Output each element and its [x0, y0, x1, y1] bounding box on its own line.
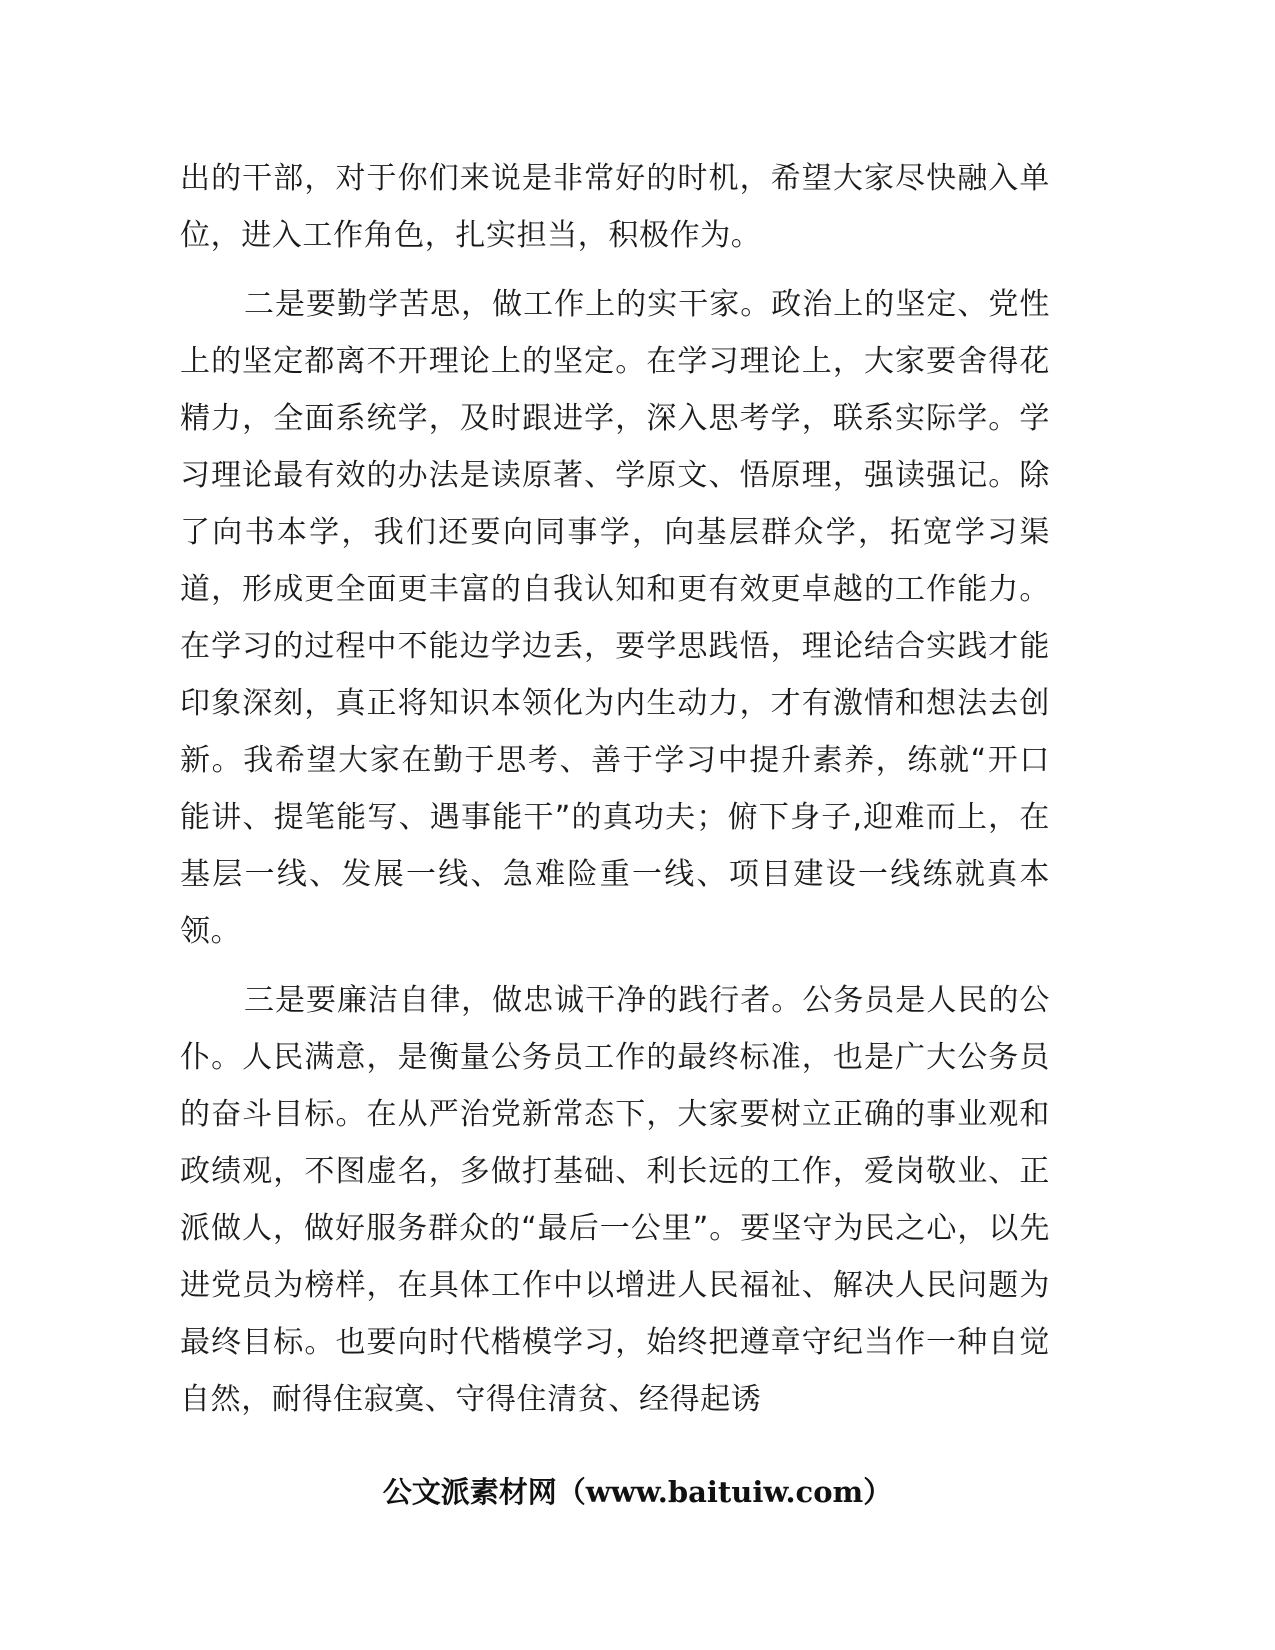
footer-watermark: 公文派素材网（www.baituiw.com） [382, 1475, 893, 1509]
paragraph-integrity: 三是要廉洁自律，做忠诚干净的践行者。公务员是人民的公仆。人民满意，是衡量公务员工作的最终标准，也是广大公务员的奋斗目标。在从严治党新常态下，大家要树立正确的事业观和政绩观，不图虚名，多做打基础、利长远的工作，爱岗敬业、正派做人，做好服务群众的“最后一公里”。要坚守为民之心，以先进党员为榜样，在具体工作中以增进人民福祉、解决人民问题为最终目标。也要向时代楷模学习，始终把遵章守纪当作一种自觉自然，耐得住寂寞、守得住清贫、经得起诱 [180, 983, 1050, 1417]
paragraph-continuation: 出的干部，对于你们来说是非常好的时机，希望大家尽快融入单位，进入工作角色，扎实担当，积极作为。 [180, 161, 1050, 253]
paragraph-diligent-study: 二是要勤学苦思，做工作上的实干家。政治上的坚定、党性上的坚定都离不开理论上的坚定。在学习理论上，大家要舍得花精力，全面系统学，及时跟进学，深入思考学，联系实际学。学习理论最有效的办法是读原著、学原文、悟原理，强读强记。除了向书本学，我们还要向同事学，向基层群众学，拓宽学习渠道，形成更全面更丰富的自我认知和更有效更卓越的工作能力。在学习的过程中不能边学边丢，要学思践悟，理论结合实践才能印象深刻，真正将知识本领化为内生动力，才有激情和想法去创新。我希望大家在勤于思考、善于学习中提升素养，练就“开口能讲、提笔能写、遇事能干”的真功夫；俯下身子,迎难而上，在基层一线、发展一线、急难险重一线、项目建设一线练就真本领。 [180, 287, 1050, 949]
document-body [180, 150, 1050, 1428]
